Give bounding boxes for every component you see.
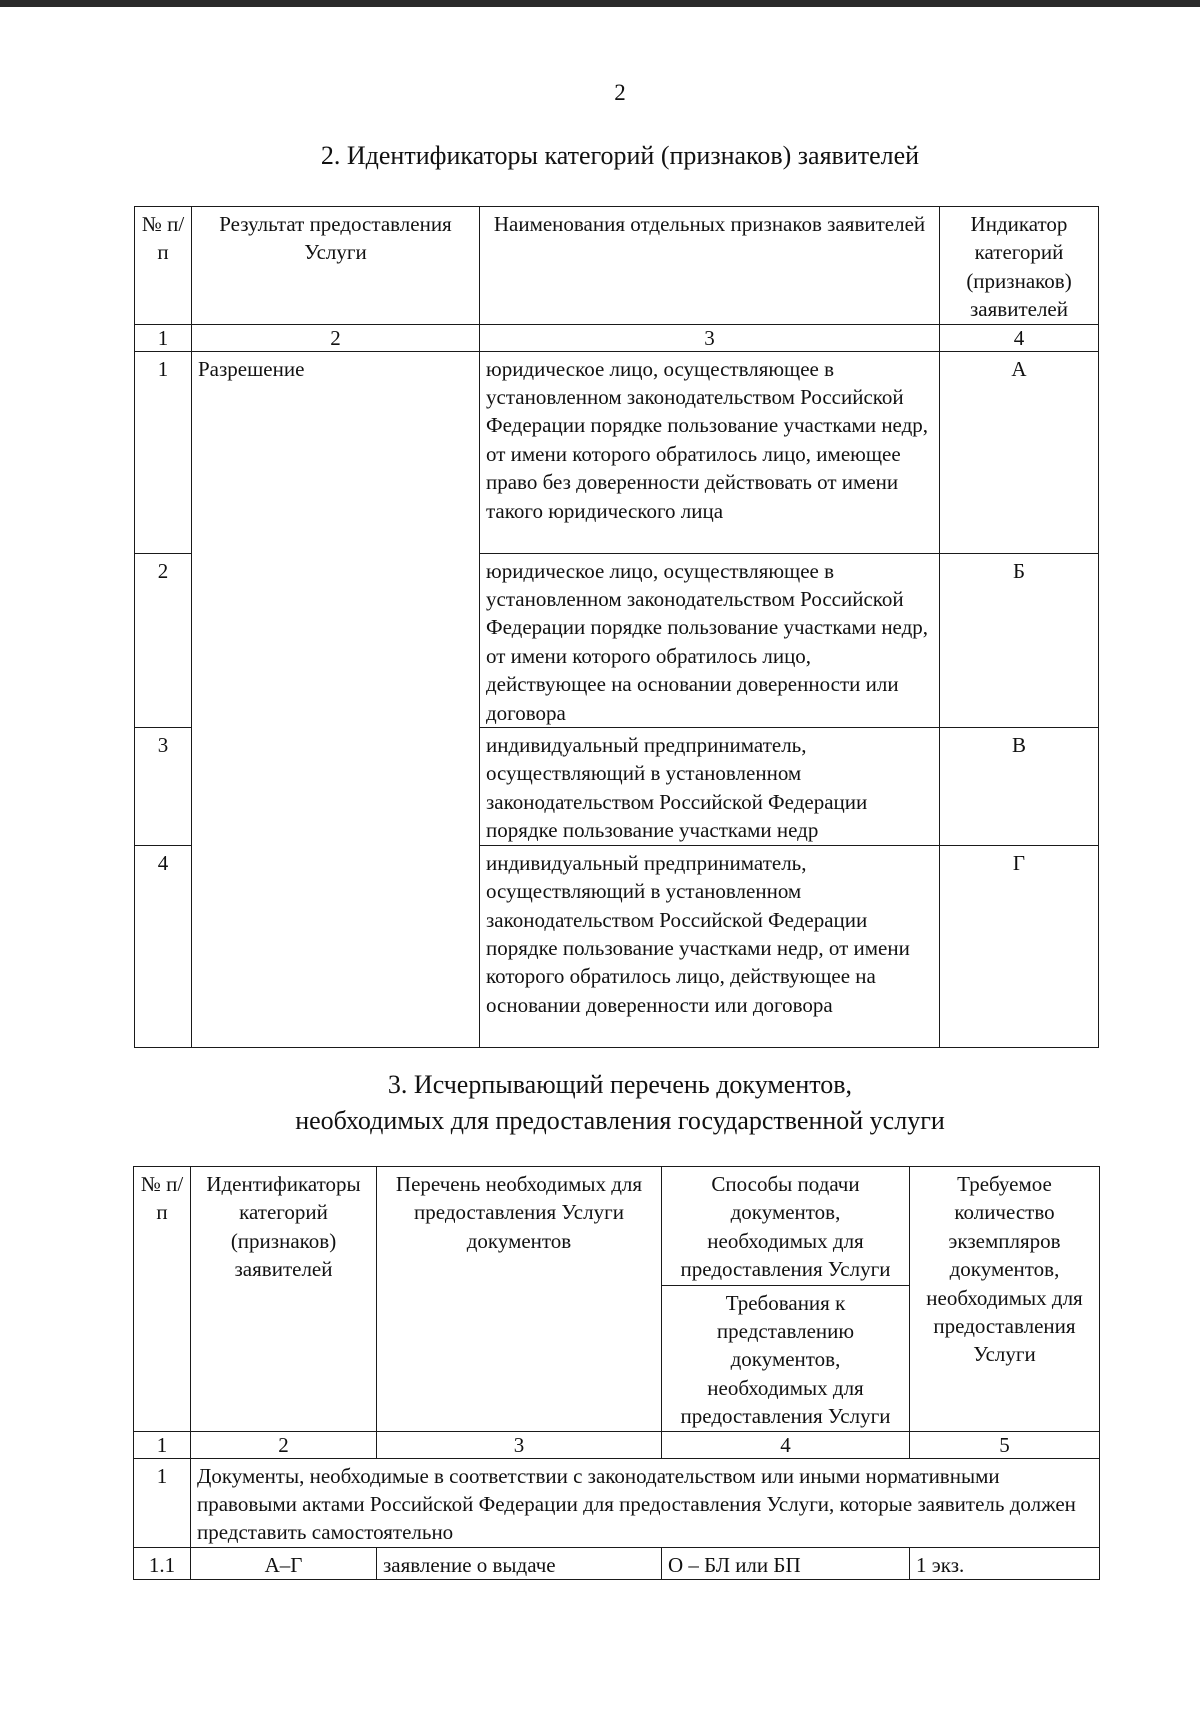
- row-number: 1: [135, 351, 192, 553]
- col-number: 1: [134, 1431, 191, 1458]
- row-description: индивидуальный предприниматель, осуществляющий в установленном законодательством Российской Федерации порядке пользование участками недр: [480, 728, 940, 846]
- documents-table: [133, 1166, 1100, 1580]
- table-header-row: [135, 207, 1099, 325]
- group-description: Документы, необходимые в соответствии с законодательством или иными нормативными правовыми актами Российской Федерации для предоставления Услуги, которые заявитель должен представить самостоятельно: [191, 1458, 1100, 1547]
- row-number: 2: [135, 553, 192, 727]
- col-number: 5: [910, 1431, 1100, 1458]
- row-indicator: В: [940, 728, 1099, 846]
- column-number-row: [134, 1431, 1100, 1458]
- table-row: [135, 351, 1099, 553]
- col-number: 4: [940, 324, 1099, 351]
- header-category-ids: Идентификаторы категорий (признаков) заявителей: [191, 1167, 377, 1432]
- table-header-row: [134, 1167, 1100, 1432]
- row-number: 4: [135, 845, 192, 1047]
- row-number: 3: [135, 728, 192, 846]
- header-num: № п/п: [135, 207, 192, 325]
- row-indicator: А: [940, 351, 1099, 553]
- applicant-categories-table: [134, 206, 1099, 1048]
- header-document-list: Перечень необходимых для предоставления Услуги документов: [377, 1167, 662, 1432]
- section-3-title: [0, 1067, 1200, 1139]
- header-indicator: Индикатор категорий (признаков) заявителей: [940, 207, 1099, 325]
- header-methods-requirements: [662, 1167, 910, 1432]
- table-row: [134, 1547, 1100, 1579]
- header-requirements: Требования к представлению документов, необходимых для предоставления Услуги: [680, 1290, 891, 1429]
- item-method: О – БЛ или БП: [662, 1547, 910, 1579]
- item-quantity: 1 экз.: [910, 1547, 1100, 1579]
- item-category-ids: А–Г: [191, 1547, 377, 1579]
- header-features: Наименования отдельных признаков заявителей: [480, 207, 940, 325]
- col-number: 1: [135, 324, 192, 351]
- row-description: юридическое лицо, осуществляющее в установленном законодательством Российской Федерации порядке пользование участками недр, от имени которого обратилось лицо, действующее на основании доверенности или договора: [480, 553, 940, 727]
- col-number: 3: [377, 1431, 662, 1458]
- group-number: 1: [134, 1458, 191, 1547]
- header-num: № п/п: [134, 1167, 191, 1432]
- col-number: 2: [191, 1431, 377, 1458]
- item-document: заявление о выдаче: [377, 1547, 662, 1579]
- section-2-title: 2. Идентификаторы категорий (признаков) заявителей: [320, 141, 920, 170]
- col-number: 4: [662, 1431, 910, 1458]
- row-indicator: Г: [940, 845, 1099, 1047]
- row-description: юридическое лицо, осуществляющее в установленном законодательством Российской Федерации порядке пользование участками недр, от имени которого обратилось лицо, имеющее право без доверенности действовать от имени такого юридического лица: [480, 351, 940, 553]
- section-3-title-line-2: необходимых для предоставления государственной услуги: [295, 1106, 945, 1135]
- col-number: 3: [480, 324, 940, 351]
- row-description: индивидуальный предприниматель, осуществляющий в установленном законодательством Российской Федерации порядке пользование участками недр, от имени которого обратилось лицо, действующее на основании доверенности или договора: [480, 845, 940, 1047]
- scan-top-border: [0, 0, 1200, 7]
- section-3-title-line-1: 3. Исчерпывающий перечень документов,: [387, 1070, 853, 1099]
- result-cell: Разрешение: [192, 351, 480, 1047]
- row-indicator: Б: [940, 553, 1099, 727]
- column-number-row: [135, 324, 1099, 351]
- col-number: 2: [192, 324, 480, 351]
- header-submission-methods: Способы подачи документов, необходимых для предоставления Услуги: [662, 1170, 909, 1286]
- item-number: 1.1: [134, 1547, 191, 1579]
- header-quantity: Требуемое количество экземпляров документов, необходимых для предоставления Услуги: [910, 1167, 1100, 1432]
- header-result: Результат предоставления Услуги: [192, 207, 480, 325]
- page-number: 2: [614, 80, 626, 105]
- group-row: [134, 1458, 1100, 1547]
